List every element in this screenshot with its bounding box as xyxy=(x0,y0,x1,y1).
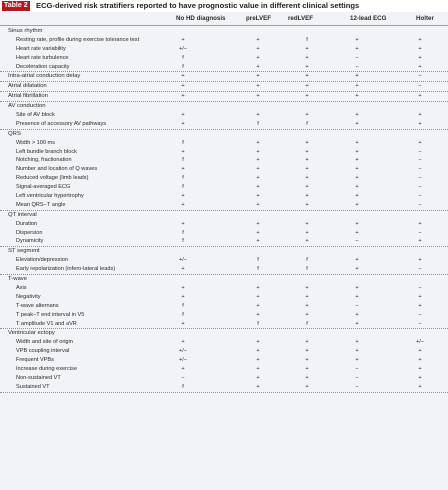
row-label: Deceleration capacity xyxy=(16,63,70,70)
table-row xyxy=(0,293,448,302)
row-label: Left ventricular hypertrophy xyxy=(16,193,84,200)
table-cell: + xyxy=(355,45,359,52)
table-row xyxy=(0,320,448,329)
table-row xyxy=(0,139,448,148)
table-row xyxy=(0,374,448,383)
table-cell: + xyxy=(418,302,422,309)
table-row xyxy=(0,302,448,311)
table-cell: + xyxy=(181,339,185,346)
table-cell: − xyxy=(418,148,422,155)
table-cell: + xyxy=(355,193,359,200)
table-cell: + xyxy=(355,293,359,300)
table-row xyxy=(0,192,448,201)
table-cell: + xyxy=(256,139,260,146)
row-label: Notching, fractionation xyxy=(16,157,72,164)
table-cell: +/− xyxy=(415,339,425,346)
table-cell: + xyxy=(181,36,185,43)
table-cell: + xyxy=(181,120,185,127)
table-cell: f xyxy=(182,175,184,182)
table-caption: ECG-derived risk stratifiers reported to have prognostic value in different clinical settings xyxy=(36,1,360,10)
row-label: Early repolarization (infero-lateral leads) xyxy=(16,266,116,273)
table-cell: + xyxy=(355,120,359,127)
table-cell: + xyxy=(305,93,309,100)
row-label: Heart rate variability xyxy=(16,45,66,52)
row-label: T-wave alternans xyxy=(16,302,59,309)
table-cell: − xyxy=(355,238,359,245)
table-cell: f xyxy=(306,257,308,264)
table-row xyxy=(0,229,448,238)
table-cell: + xyxy=(418,348,422,355)
table-cell: + xyxy=(305,357,309,364)
table-cell: − xyxy=(418,284,422,291)
section-title: QT interval xyxy=(8,211,37,218)
table-cell: + xyxy=(418,93,422,100)
section-title-row xyxy=(0,82,448,91)
table-cell: f xyxy=(182,184,184,191)
table-cell: f xyxy=(182,302,184,309)
table-cell: f xyxy=(306,266,308,273)
table-row xyxy=(0,45,448,54)
table-row xyxy=(0,365,448,374)
table-cell: + xyxy=(181,320,185,327)
column-header-row xyxy=(0,13,448,26)
row-label: Presence of accessory AV pathways xyxy=(16,120,107,127)
table-cell: − xyxy=(418,166,422,173)
table-cell: + xyxy=(181,266,185,273)
table-cell: + xyxy=(418,36,422,43)
section-title: T-wave xyxy=(8,276,27,283)
table-cell: f xyxy=(182,383,184,390)
table-row xyxy=(0,237,448,246)
table-row xyxy=(0,54,448,63)
table-cell: + xyxy=(181,193,185,200)
section-title-row xyxy=(0,92,448,101)
table-cell: + xyxy=(256,157,260,164)
table-cell: + xyxy=(181,93,185,100)
table-cell: − xyxy=(418,184,422,191)
table-cell: + xyxy=(355,83,359,90)
table-cell: + xyxy=(418,45,422,52)
table-cell: + xyxy=(355,257,359,264)
row-label: Width > 100 ms xyxy=(16,139,56,146)
table-cell: − xyxy=(418,266,422,273)
table-cell: + xyxy=(305,45,309,52)
table-cell: + xyxy=(355,357,359,364)
table-cell: + xyxy=(181,293,185,300)
table-cell: + xyxy=(256,148,260,155)
table-cell: + xyxy=(418,63,422,70)
table-cell: + xyxy=(181,166,185,173)
table-cell: f xyxy=(182,139,184,146)
table-cell: + xyxy=(256,54,260,61)
table-section xyxy=(0,130,448,211)
row-label: Increase during exercise xyxy=(16,365,77,372)
table-cell: f xyxy=(182,63,184,70)
table-cell: + xyxy=(256,166,260,173)
table-cell: + xyxy=(256,220,260,227)
table-cell: + xyxy=(256,357,260,364)
table-cell: + xyxy=(256,112,260,119)
row-label: Negativity xyxy=(16,293,41,300)
table-cell: + xyxy=(305,238,309,245)
table-cell: + xyxy=(256,175,260,182)
table-cell: +/− xyxy=(178,45,188,52)
table-cell: + xyxy=(256,238,260,245)
row-label: VPB coupling interval xyxy=(16,348,70,355)
table-cell: + xyxy=(305,365,309,372)
table-cell: + xyxy=(256,365,260,372)
table-row xyxy=(0,220,448,229)
table-cell: + xyxy=(355,184,359,191)
table-cell: + xyxy=(418,139,422,146)
table-cell: + xyxy=(355,148,359,155)
row-label: Signal-averaged ECG xyxy=(16,184,71,191)
table-cell: + xyxy=(305,293,309,300)
table-row xyxy=(0,148,448,157)
column-header-no-hd: No HD diagnosis xyxy=(176,15,226,22)
table-cell: + xyxy=(305,201,309,208)
table-cell: + xyxy=(256,73,260,80)
table-cell: + xyxy=(418,238,422,245)
table-row xyxy=(0,347,448,356)
table-cell: + xyxy=(355,220,359,227)
section-title: AV conduction xyxy=(8,103,46,110)
table-section xyxy=(0,329,448,392)
table-cell: f xyxy=(306,120,308,127)
section-title: Atrial dilatation xyxy=(8,83,47,90)
table-row xyxy=(0,120,448,129)
table-cell: + xyxy=(418,374,422,381)
table-cell: f xyxy=(257,266,259,273)
table-cell: + xyxy=(355,311,359,318)
table-cell: + xyxy=(305,193,309,200)
table-cell: + xyxy=(355,139,359,146)
row-label: Site of AV block xyxy=(16,112,55,119)
table-cell: + xyxy=(305,54,309,61)
table-cell: − xyxy=(355,383,359,390)
row-label: Dispersion xyxy=(16,229,43,236)
table-cell: − xyxy=(418,311,422,318)
table-cell: + xyxy=(305,83,309,90)
table-cell: + xyxy=(305,229,309,236)
table-cell: + xyxy=(181,73,185,80)
table-cell: + xyxy=(256,193,260,200)
section-title-row xyxy=(0,27,448,36)
table-cell: + xyxy=(418,54,422,61)
row-label: Dynamicity xyxy=(16,238,44,245)
table-row xyxy=(0,284,448,293)
row-label: T amplitude V1 and aVR xyxy=(16,320,77,327)
table-row xyxy=(0,165,448,174)
table-cell: + xyxy=(305,112,309,119)
row-label: Left bundle branch block xyxy=(16,148,77,155)
table-row xyxy=(0,36,448,45)
table-cell: + xyxy=(305,166,309,173)
table-cell: + xyxy=(305,184,309,191)
table-cell: f xyxy=(257,320,259,327)
table-row xyxy=(0,183,448,192)
table-section xyxy=(0,211,448,248)
row-label: Sustained VT xyxy=(16,383,50,390)
row-label: Non-sustained VT xyxy=(16,374,61,381)
table-cell: + xyxy=(355,36,359,43)
table-row xyxy=(0,174,448,183)
column-header-holter: Holter xyxy=(416,15,434,22)
table-section xyxy=(0,275,448,329)
row-label: T peak−T end interval in V5 xyxy=(16,311,85,318)
row-label: Elevation/depression xyxy=(16,257,68,264)
table-row xyxy=(0,256,448,265)
table-cell: − xyxy=(355,54,359,61)
section-title-row xyxy=(0,275,448,284)
row-label: Duration xyxy=(16,220,38,227)
table-row xyxy=(0,383,448,392)
table-cell: + xyxy=(305,374,309,381)
table-section xyxy=(0,72,448,82)
table-cell: + xyxy=(256,184,260,191)
table-cell: + xyxy=(256,45,260,52)
table-cell: + xyxy=(355,320,359,327)
table-cell: + xyxy=(305,284,309,291)
table-cell: f xyxy=(306,36,308,43)
table-cell: +/− xyxy=(178,357,188,364)
table-cell: − xyxy=(418,175,422,182)
table-row xyxy=(0,63,448,72)
table-cell: + xyxy=(418,257,422,264)
section-title: ST segment xyxy=(8,248,40,255)
row-label: Width and site of origin xyxy=(16,339,73,346)
table-cell: + xyxy=(355,93,359,100)
table-cell: − xyxy=(418,193,422,200)
table-row xyxy=(0,356,448,365)
row-label: Reduced voltage (limb leads) xyxy=(16,175,89,182)
table-cell: + xyxy=(256,311,260,318)
table-cell: + xyxy=(256,63,260,70)
table-cell: + xyxy=(355,166,359,173)
column-header-prelvef: preLVEF xyxy=(246,15,271,22)
section-title: Sinus rhythm xyxy=(8,28,43,34)
table-cell: + xyxy=(418,357,422,364)
table-section xyxy=(0,102,448,130)
section-title: Atrial fibrillation xyxy=(8,93,48,100)
table-cell: + xyxy=(305,157,309,164)
table-cell: + xyxy=(305,311,309,318)
table-cell: − xyxy=(355,63,359,70)
row-label: Number and location of Q waves xyxy=(16,166,98,173)
table-cell: + xyxy=(305,302,309,309)
row-label: Mean QRS−T angle xyxy=(16,201,66,208)
table-cell: + xyxy=(355,175,359,182)
table-cell: + xyxy=(181,220,185,227)
table-row xyxy=(0,311,448,320)
table-cell: + xyxy=(256,374,260,381)
table-cell: + xyxy=(355,157,359,164)
table-cell: − xyxy=(355,374,359,381)
table-cell: − xyxy=(418,201,422,208)
table-row xyxy=(0,111,448,120)
table-cell: − xyxy=(418,157,422,164)
table-cell: + xyxy=(305,148,309,155)
table-cell: + xyxy=(256,383,260,390)
table-cell: + xyxy=(181,148,185,155)
table-cell: + xyxy=(355,112,359,119)
table-cell: + xyxy=(256,201,260,208)
table-cell: + xyxy=(181,201,185,208)
table-cell: + xyxy=(418,293,422,300)
table-cell: + xyxy=(256,339,260,346)
section-title: Ventricular ectopy xyxy=(8,330,55,337)
table-cell: + xyxy=(418,112,422,119)
table-body xyxy=(0,27,448,393)
table-cell: f xyxy=(257,257,259,264)
table-section xyxy=(0,92,448,102)
row-label: Axis xyxy=(16,284,27,291)
table-cell: + xyxy=(418,383,422,390)
table-cell: f xyxy=(257,120,259,127)
table-cell: + xyxy=(305,63,309,70)
section-title-row xyxy=(0,102,448,111)
table-cell: + xyxy=(181,83,185,90)
table-cell: − xyxy=(355,302,359,309)
table-cell: + xyxy=(305,139,309,146)
table-cell: + xyxy=(256,302,260,309)
table-cell: − xyxy=(418,229,422,236)
table-row xyxy=(0,338,448,347)
table-cell: +/− xyxy=(178,257,188,264)
table-cell: + xyxy=(418,120,422,127)
row-label: Frequent VPBs xyxy=(16,357,54,364)
table-cell: + xyxy=(418,220,422,227)
table-row xyxy=(0,156,448,165)
table-title-bar xyxy=(0,0,448,12)
table-cell: + xyxy=(305,175,309,182)
table-cell: + xyxy=(181,112,185,119)
table-cell: + xyxy=(418,365,422,372)
table-cell: + xyxy=(305,220,309,227)
section-title-row xyxy=(0,247,448,256)
section-title-row xyxy=(0,72,448,81)
table-cell: f xyxy=(182,157,184,164)
table-cell: + xyxy=(355,229,359,236)
table-cell: + xyxy=(305,73,309,80)
table-cell: + xyxy=(256,83,260,90)
table-cell: − xyxy=(418,73,422,80)
table-cell: + xyxy=(256,229,260,236)
table-cell: f xyxy=(306,320,308,327)
section-title: Intra-atrial conduction delay xyxy=(8,73,81,80)
table-cell: + xyxy=(355,339,359,346)
column-header-12-lead-ecg: 12-lead ECG xyxy=(350,15,387,22)
row-label: Heart rate turbulence xyxy=(16,54,69,61)
table-cell: +/− xyxy=(178,348,188,355)
table-label: Table 2 xyxy=(4,2,28,9)
section-title-row xyxy=(0,211,448,220)
section-title-row xyxy=(0,329,448,338)
table-cell: + xyxy=(305,383,309,390)
table-cell: + xyxy=(181,284,185,291)
table-row xyxy=(0,265,448,274)
table-cell: f xyxy=(182,229,184,236)
table-cell: + xyxy=(355,284,359,291)
table-cell: − xyxy=(418,320,422,327)
table-cell: − xyxy=(181,374,185,381)
table-cell: f xyxy=(182,311,184,318)
table-cell: + xyxy=(256,293,260,300)
column-header-redlvef: redLVEF xyxy=(288,15,313,22)
table-cell: + xyxy=(355,73,359,80)
table-cell: + xyxy=(305,339,309,346)
table-cell: + xyxy=(256,348,260,355)
table-cell: f xyxy=(182,54,184,61)
section-title: QRS xyxy=(8,130,21,137)
table-row xyxy=(0,201,448,210)
section-title-row xyxy=(0,130,448,139)
table-cell: + xyxy=(305,348,309,355)
table-cell: + xyxy=(256,36,260,43)
table-cell: − xyxy=(418,83,422,90)
table-cell: + xyxy=(355,266,359,273)
table-cell: − xyxy=(355,365,359,372)
table-cell: + xyxy=(256,284,260,291)
table-cell: + xyxy=(256,93,260,100)
table-cell: + xyxy=(355,348,359,355)
row-label: Resting rate, profile during exercise tolerance test xyxy=(16,36,140,43)
table-section xyxy=(0,82,448,92)
table-cell: + xyxy=(181,365,185,372)
table-section xyxy=(0,27,448,72)
table-cell: + xyxy=(355,201,359,208)
table-section xyxy=(0,247,448,275)
table-cell: f xyxy=(182,238,184,245)
